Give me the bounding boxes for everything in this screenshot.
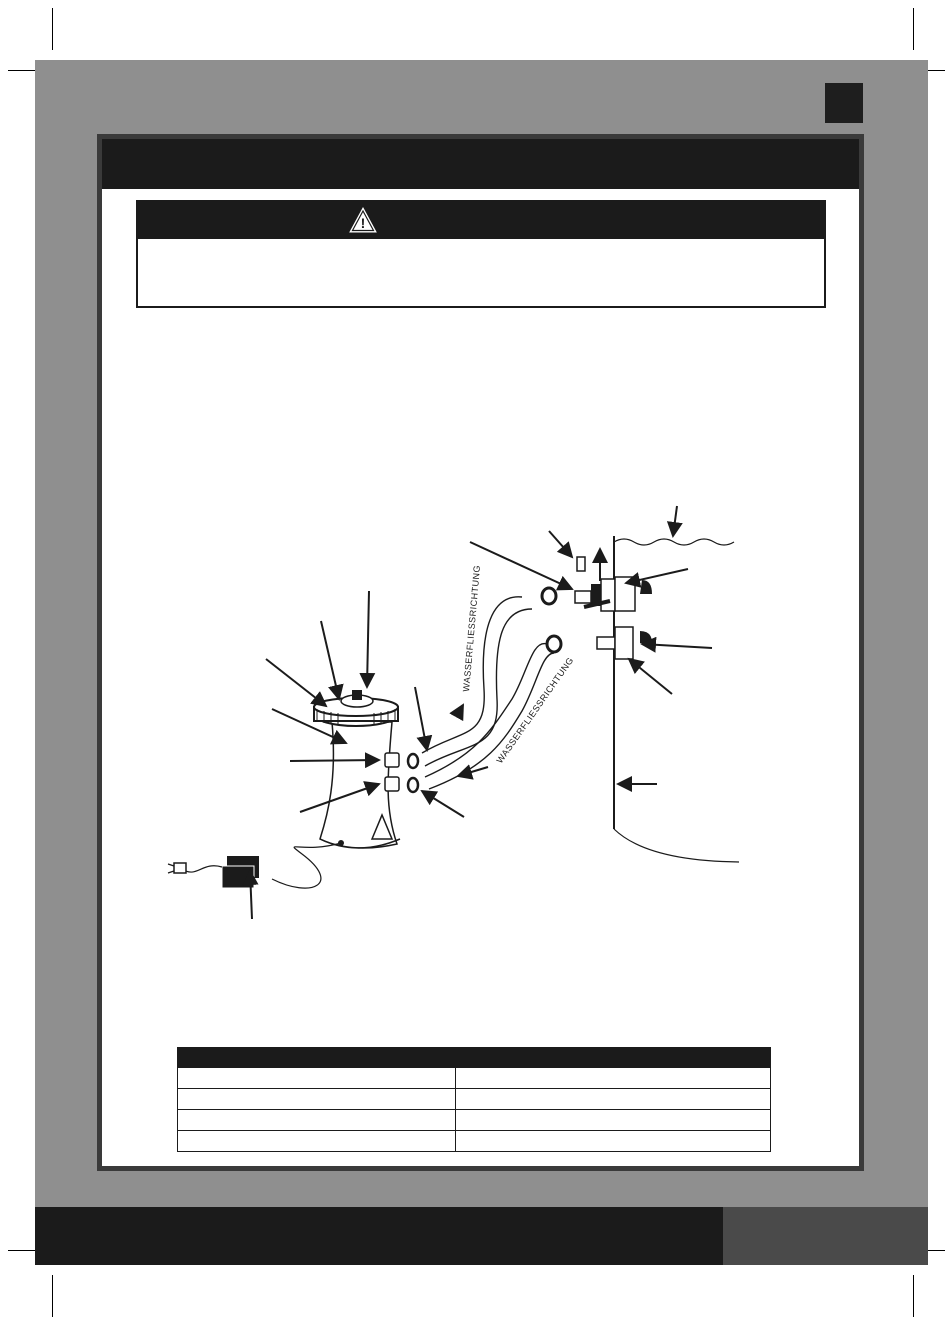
table-cell [178, 1068, 456, 1089]
table-row [178, 1110, 771, 1131]
table-row [178, 1131, 771, 1152]
water-surface [614, 539, 734, 545]
crop-mark [913, 8, 914, 50]
crop-mark [52, 1275, 53, 1317]
table-cell [456, 1089, 771, 1110]
table-header-cell [178, 1048, 456, 1068]
table-cell [178, 1110, 456, 1131]
table-cell [456, 1131, 771, 1152]
hose-clamp-upper [408, 754, 418, 768]
footer-bar-accent [723, 1207, 928, 1265]
air-jet-valve [577, 557, 585, 571]
installation-diagram [102, 139, 859, 1166]
flow-label-lower: WASSERFLIESSRICHTUNG [494, 655, 576, 766]
table-cell [456, 1110, 771, 1131]
footer-bar [35, 1207, 723, 1265]
crop-mark [913, 1275, 914, 1317]
table-row [178, 1089, 771, 1110]
content-panel [97, 134, 864, 1171]
parts-table [177, 1047, 771, 1152]
hose-connector-upper [385, 753, 399, 767]
filter-pump [314, 690, 418, 848]
hose-clamp-lower [408, 778, 418, 792]
warning-symbol: ! [360, 215, 366, 231]
hose-connector-lower [385, 777, 399, 791]
table-cell [178, 1131, 456, 1152]
hoses [422, 588, 561, 789]
page-number-badge [825, 83, 863, 123]
table-cell [178, 1089, 456, 1110]
table-row [178, 1068, 771, 1089]
outlet-fitting [597, 627, 652, 659]
flow-label-upper: WASSERFLIESSRICHTUNG [461, 564, 483, 693]
table-cell [456, 1068, 771, 1089]
table-header-cell [456, 1048, 771, 1068]
power-adapter [168, 843, 341, 888]
crop-mark [52, 8, 53, 50]
table-header-row [178, 1048, 771, 1068]
